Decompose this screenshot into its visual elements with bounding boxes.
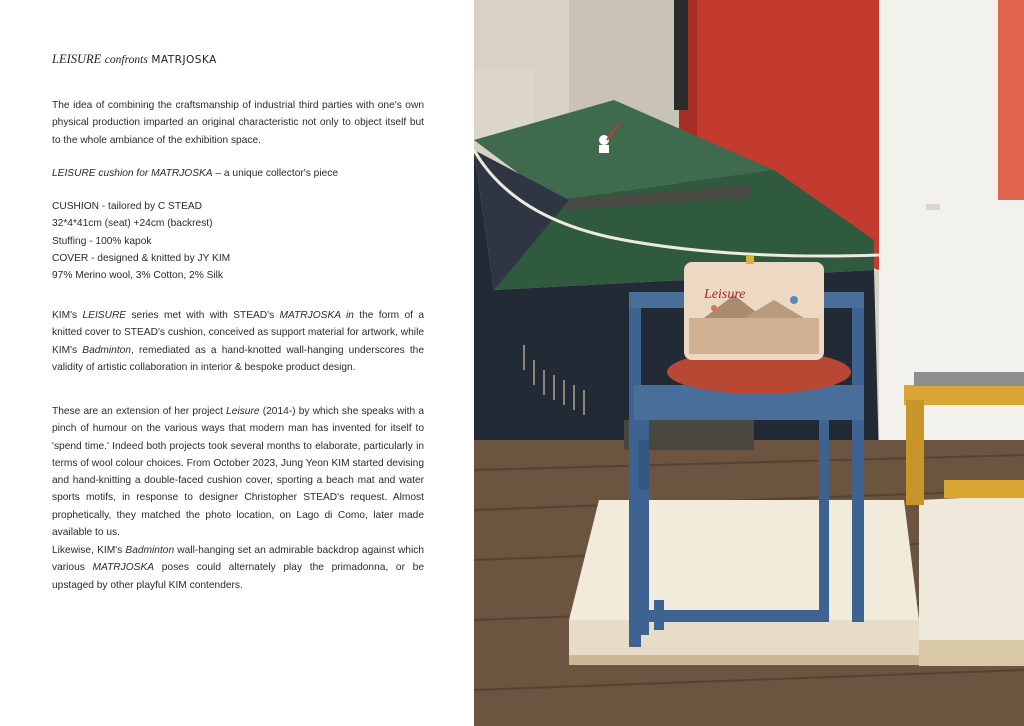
title-leisure: LEISURE (52, 52, 102, 66)
collaboration-paragraph: KIM's LEISURE series met with with STEAD's MATRJOSKA in the form of a knitted cover to STEAD's cushion, conceived as support material for artwork, while KIM's Badminton, remediated as a hand-knotted wall-hanging underscores the validity of artistic collaboration in interior & bespoke product design. (52, 310, 425, 373)
text-page (0, 0, 474, 726)
spec-item: Stuffing - 100% kapok (52, 235, 152, 247)
cushion-lettering: Leisure (704, 287, 746, 302)
title-matrjoska: MATRJOSKA (151, 54, 217, 66)
project-paragraph: These are an extension of her project Leisure (2014-) by which she speaks with a pinch of humour on the various ways that modern man has invented for itself to 'spend time.' Indeed both projects took several months to elaborate, particularly in terms of wool colour choices. From October 2023, Jung Yeon KIM started devising and hand-knitting a double-faced cushion cover, sporting a beach mat and water sports motifs, in response to designer Christopher STEAD's request. Almost prophetically, they matched the photo location, on Lago di Como, later made available to us. (52, 406, 424, 539)
wall-label (926, 204, 940, 210)
photo-illustration (474, 0, 1024, 726)
spec-item: 32*4*41cm (seat) +24cm (backrest) (52, 218, 213, 230)
page-title (52, 52, 217, 67)
plinth-right (919, 495, 1024, 666)
orange-artwork (998, 0, 1024, 200)
plinth-main (569, 500, 919, 665)
subtitle-italic: LEISURE cushion for MATRJOSKA (52, 168, 213, 179)
spec-item: COVER - designed & knitted by JY KIM (52, 252, 231, 264)
exhibition-photo (474, 0, 1024, 726)
title-confronts: confronts (104, 54, 148, 66)
badminton-paragraph: Likewise, KIM's Badminton wall-hanging set an admirable backdrop against which various MATRJOSKA poses could alternately play the primadonna, or be upstaged by other playful KIM contenders. (52, 545, 425, 591)
leisure-cushion (667, 256, 851, 394)
spec-list (52, 198, 230, 284)
intro-paragraph: The idea of combining the craftsmanship of industrial third parties with one's own physical production imparted an original characteristic not only to object itself but to the whole ambiance of the exhibition space. (52, 100, 424, 146)
subtitle-rest: – a unique collector's piece (212, 168, 339, 179)
cushion-subtitle (52, 168, 338, 179)
spec-item: 97% Merino wool, 3% Cotton, 2% Silk (52, 270, 224, 282)
spec-item: CUSHION - tailored by C STEAD (52, 201, 203, 212)
